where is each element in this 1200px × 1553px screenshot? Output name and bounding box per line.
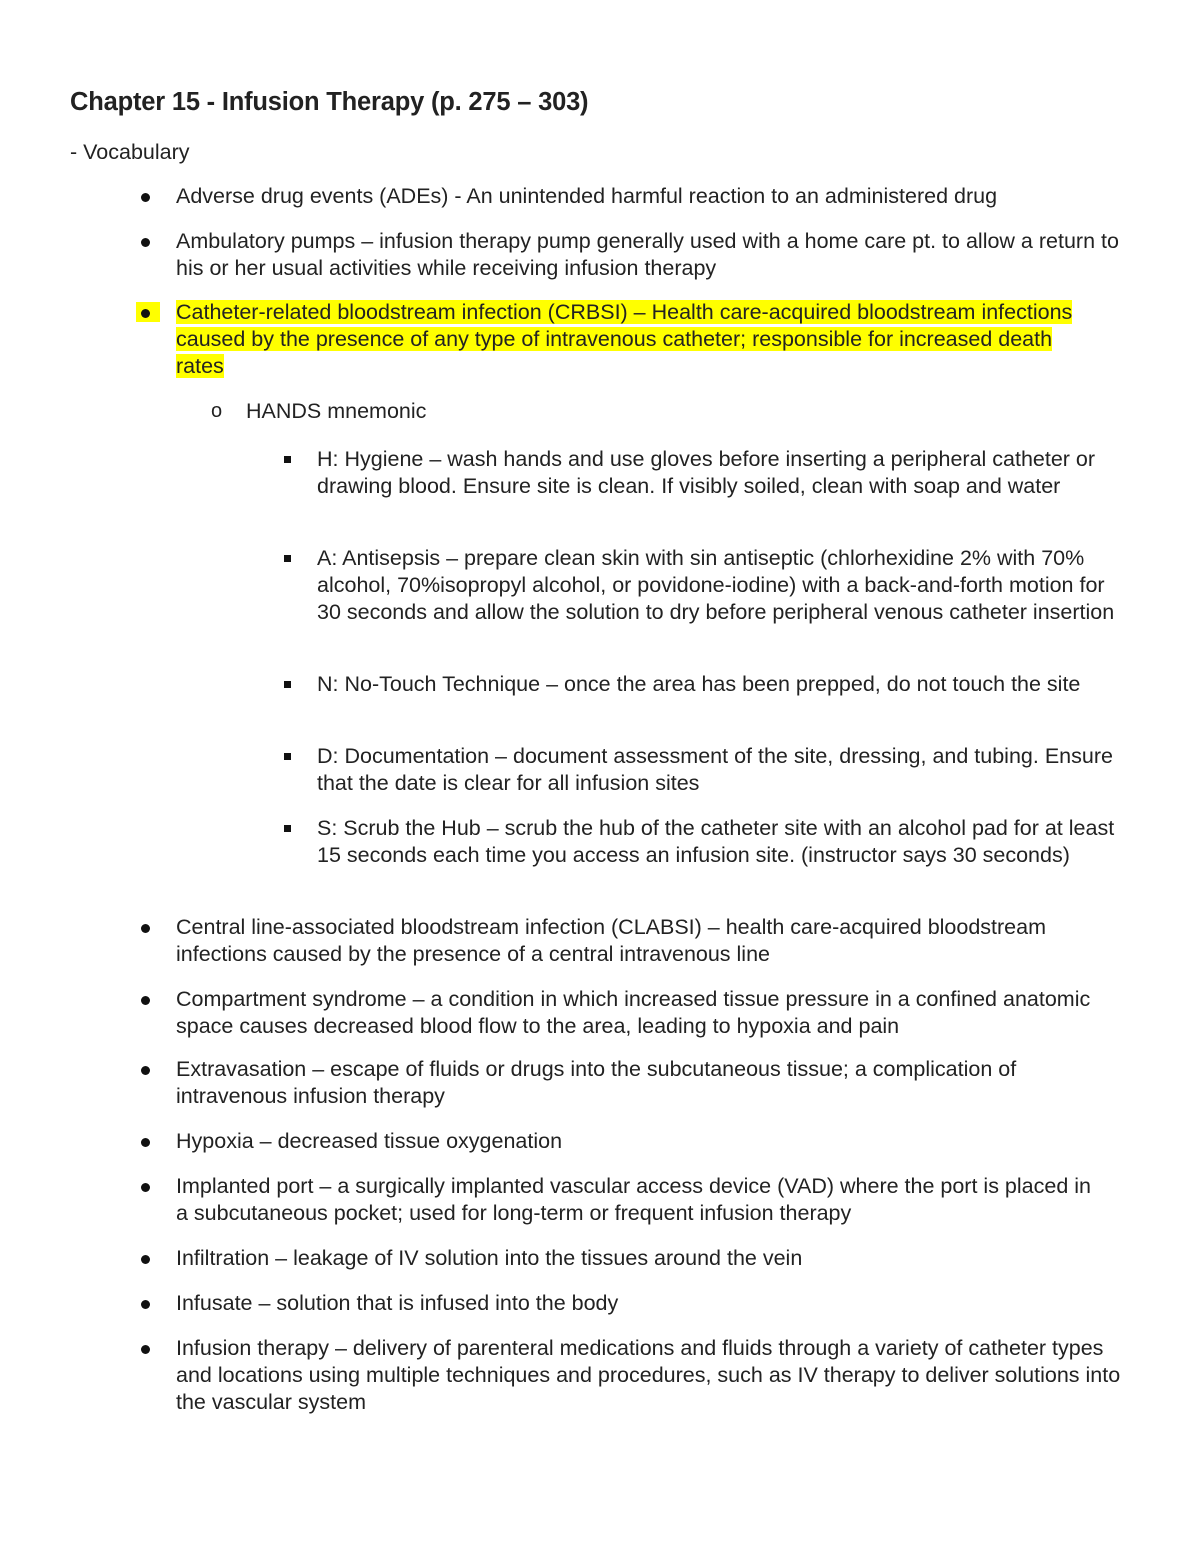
list-item: Compartment syndrome – a condition in which increased tissue pressure in a confined anatomic space causes decreased blood flow to the area, leading to hypoxia and pain [176, 986, 1096, 1040]
bullet-icon [141, 193, 150, 202]
list-item: Ambulatory pumps – infusion therapy pump generally used with a home care pt. to allow a return to his or her usual activities while receiving infusion therapy [176, 228, 1141, 282]
circle-bullet-icon: o [211, 400, 223, 422]
square-bullet-icon [284, 681, 291, 688]
bullet-icon [141, 996, 150, 1005]
bullet-icon [141, 924, 150, 933]
list-item: Adverse drug events (ADEs) - An unintended harmful reaction to an administered drug [176, 183, 1141, 210]
list-item: Hypoxia – decreased tissue oxygenation [176, 1128, 1141, 1155]
mnemonic-step: N: No-Touch Technique – once the area has been prepped, do not touch the site [317, 671, 1117, 698]
list-item: Infusate – solution that is infused into the body [176, 1290, 1141, 1317]
list-item: Infusion therapy – delivery of parenteral medications and fluids through a variety of catheter types and locations using multiple techniques and procedures, such as IV therapy to deliver solutions into the vascular system [176, 1335, 1141, 1416]
mnemonic-step: S: Scrub the Hub – scrub the hub of the catheter site with an alcohol pad for at least 15 seconds each time you access an infusion site. (instructor says 30 seconds) [317, 815, 1132, 869]
bullet-icon [141, 1066, 150, 1075]
square-bullet-icon [284, 456, 291, 463]
sub-list-item: o HANDS mnemonic [211, 399, 427, 423]
square-bullet-icon [284, 555, 291, 562]
bullet-icon [141, 1183, 150, 1192]
list-item: Central line-associated bloodstream infection (CLABSI) – health care-acquired bloodstream infections caused by the presence of a central intravenous line [176, 914, 1141, 968]
mnemonic-step: A: Antisepsis – prepare clean skin with sin antiseptic (chlorhexidine 2% with 70% alcohol, 70%isopropyl alcohol, or povidone-iodine) with a back-and-forth motion for 30 seconds and allow the solution to dry before peripheral venous catheter insertion [317, 545, 1132, 626]
section-label: - Vocabulary [70, 140, 190, 164]
square-bullet-icon [284, 753, 291, 760]
list-item: Implanted port – a surgically implanted vascular access device (VAD) where the port is placed in a subcutaneous pocket; used for long-term or frequent infusion therapy [176, 1173, 1096, 1227]
square-bullet-icon [284, 825, 291, 832]
page-title: Chapter 15 - Infusion Therapy (p. 275 – 303) [70, 88, 589, 116]
bullet-icon [141, 1138, 150, 1147]
mnemonic-step: D: Documentation – document assessment of the site, dressing, and tubing. Ensure that the date is clear for all infusion sites [317, 743, 1117, 797]
list-item: Extravasation – escape of fluids or drugs into the subcutaneous tissue; a complication of intravenous infusion therapy [176, 1056, 1116, 1110]
bullet-icon [141, 1255, 150, 1264]
list-item: Infiltration – leakage of IV solution into the tissues around the vein [176, 1245, 1141, 1272]
bullet-icon [141, 309, 150, 318]
mnemonic-step: H: Hygiene – wash hands and use gloves before inserting a peripheral catheter or drawing blood. Ensure site is clean. If visibly soiled, clean with soap and water [317, 446, 1132, 500]
bullet-icon [141, 1345, 150, 1354]
bullet-icon [141, 1300, 150, 1309]
bullet-icon [141, 238, 150, 247]
list-item-highlighted: Catheter-related bloodstream infection (CRBSI) – Health care-acquired bloodstream infections caused by the presence of any type of intravenous catheter; responsible for increased death rates [176, 299, 1076, 380]
